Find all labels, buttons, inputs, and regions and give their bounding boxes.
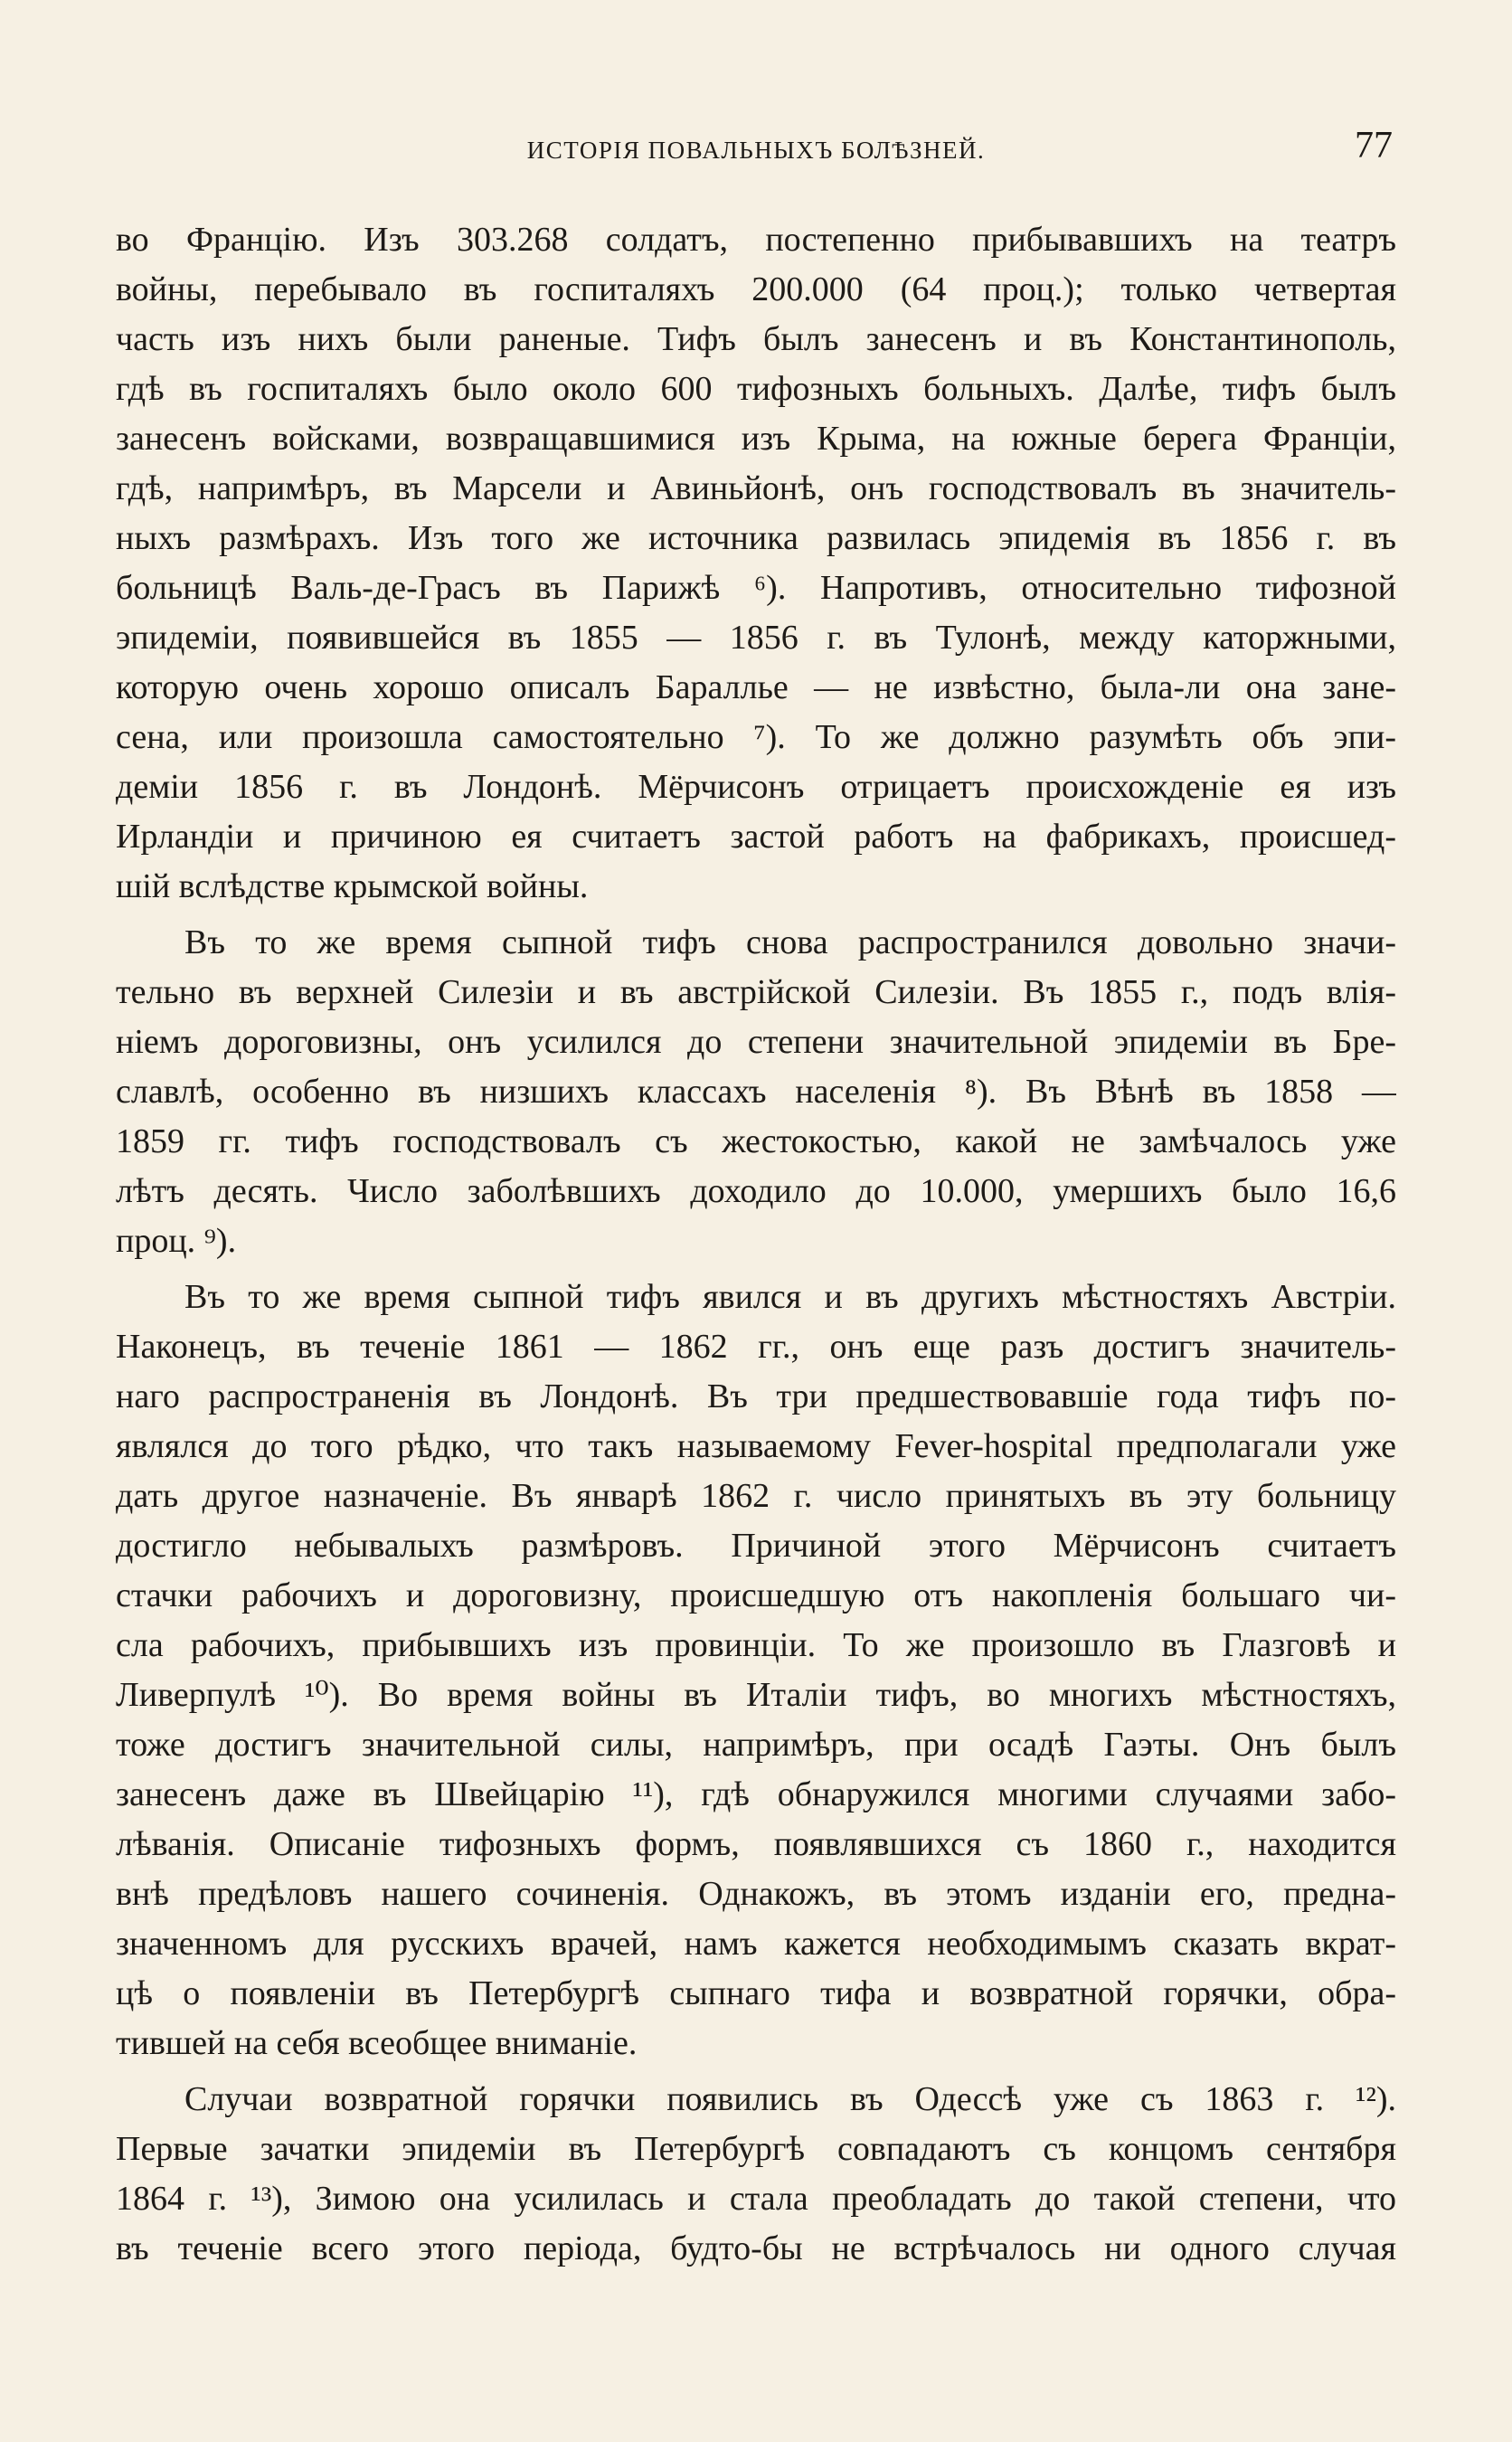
running-title: ИСТОРІЯ ПОВАЛЬНЫХЪ БОЛѢЗНЕЙ. <box>526 137 986 164</box>
text-line: лѣтъ десять. Число заболѣвшихъ доходило до 10.000, умершихъ было 16,6 <box>116 1172 1396 1210</box>
text-line: часть изъ нихъ были раненые. Тифъ былъ занесенъ и въ Константинополь, <box>116 320 1396 358</box>
text-line: Первые зачатки эпидеміи въ Петербургѣ совпадаютъ съ концомъ сентября <box>116 2130 1396 2168</box>
text-line: войны, перебывало въ госпиталяхъ 200.000 (64 проц.); только четвертая <box>116 270 1396 308</box>
text-line: тельно въ верхней Силезіи и въ австрійской Силезіи. Въ 1855 г., подъ влія- <box>116 973 1396 1011</box>
text-line: ніемъ дороговизны, онъ усилился до степени значительной эпидеміи въ Бре- <box>116 1023 1396 1061</box>
paragraph-gap <box>116 1266 1396 1273</box>
text-line: Въ то же время сыпной тифъ явился и въ другихъ мѣстностяхъ Австріи. <box>184 1278 1396 1316</box>
text-line: внѣ предѣловъ нашего сочиненія. Однакожъ, въ этомъ изданіи его, предна- <box>116 1875 1396 1913</box>
text-line: 1864 г. ¹³), Зимою она усилилась и стала преобладать до такой степени, что <box>116 2180 1396 2218</box>
text-line: достигло небывалыхъ размѣровъ. Причиной этого Мёрчисонъ считаетъ <box>116 1527 1396 1565</box>
text-line: Ливерпулѣ ¹⁰). Во время войны въ Италіи тифъ, во многихъ мѣстностяхъ, <box>116 1676 1396 1714</box>
text-line: въ теченіе всего этого періода, будто-бы не встрѣчалось ни одного случая <box>116 2229 1396 2267</box>
text-line: деміи 1856 г. въ Лондонѣ. Мёрчисонъ отрицаетъ происхожденіе ея изъ <box>116 768 1396 806</box>
paragraph-gap <box>116 912 1396 918</box>
paragraph <box>116 918 1396 1266</box>
text-line: Случаи возвратной горячки появились въ Одессѣ уже съ 1863 г. ¹²). <box>184 2080 1396 2118</box>
text-line: шій вслѣдстве крымской войны. <box>116 867 589 905</box>
body-text <box>116 215 1396 2274</box>
text-line: во Францію. Изъ 303.268 солдатъ, постепенно прибывавшихъ на театръ <box>116 221 1396 259</box>
text-line: Наконецъ, въ теченіе 1861 — 1862 гг., онъ еще разъ достигъ значитель- <box>116 1328 1396 1366</box>
text-line: цѣ о появленіи въ Петербургѣ сыпнаго тифа и возвратной горячки, обра- <box>116 1974 1396 2012</box>
text-line: Ирландіи и причиною ея считаетъ застой работъ на фабрикахъ, происшед- <box>116 818 1396 856</box>
text-line: сла рабочихъ, прибывшихъ изъ провинціи. То же произошло въ Глазговѣ и <box>116 1626 1396 1664</box>
text-line: являлся до того рѣдко, что такъ называемому Fever-hospital предполагали уже <box>116 1427 1396 1465</box>
text-line: которую очень хорошо описалъ Бараллье — не извѣстно, была-ли она зане- <box>116 668 1396 706</box>
paragraph <box>116 215 1396 912</box>
paragraph <box>116 1273 1396 2068</box>
text-line: тоже достигъ значительной силы, напримѣръ, при осадѣ Гаэты. Онъ былъ <box>116 1726 1396 1764</box>
text-line: проц. ⁹). <box>116 1222 237 1260</box>
text-line: славлѣ, особенно въ низшихъ классахъ населенія ⁸). Въ Вѣнѣ въ 1858 — <box>116 1073 1396 1111</box>
paragraph <box>116 2075 1396 2274</box>
text-line: сена, или произошла самостоятельно ⁷). То же должно разумѣть объ эпи- <box>116 718 1396 756</box>
text-line: 1859 гг. тифъ господствовалъ съ жестокостью, какой не замѣчалось уже <box>116 1122 1396 1160</box>
text-line: занесенъ войсками, возвращавшимися изъ Крыма, на южные берега Франціи, <box>116 420 1396 458</box>
text-line: гдѣ въ госпиталяхъ было около 600 тифозныхъ больныхъ. Далѣе, тифъ былъ <box>116 370 1396 408</box>
text-line: значенномъ для русскихъ врачей, намъ кажется необходимымъ сказать вкрат- <box>116 1925 1396 1963</box>
text-line: наго распространенія въ Лондонѣ. Въ три предшествовавшіе года тифъ по- <box>116 1377 1396 1415</box>
text-line: лѣванія. Описаніе тифозныхъ формъ, появлявшихся съ 1860 г., находится <box>116 1825 1396 1863</box>
text-line: занесенъ даже въ Швейцарію ¹¹), гдѣ обнаружился многими случаями забо- <box>116 1775 1396 1813</box>
text-line: гдѣ, напримѣръ, въ Марсели и Авиньйонѣ, онъ господствовалъ въ значитель- <box>116 469 1396 507</box>
text-line: стачки рабочихъ и дороговизну, происшедшую отъ накопленія большаго чи- <box>116 1576 1396 1614</box>
page-number: 77 <box>1355 125 1393 166</box>
text-line: эпидеміи, появившейся въ 1855 — 1856 г. въ Тулонѣ, между каторжными, <box>116 619 1396 657</box>
paragraph-gap <box>116 2068 1396 2075</box>
text-line: дать другое назначеніе. Въ январѣ 1862 г. число принятыхъ въ эту больницу <box>116 1477 1396 1515</box>
page-header <box>116 125 1396 176</box>
text-line: Въ то же время сыпной тифъ снова распространился довольно значи- <box>184 923 1396 961</box>
text-line: больницѣ Валь-де-Грасъ въ Парижѣ ⁶). Напротивъ, относительно тифозной <box>116 569 1396 607</box>
text-line: тившей на себя всеобщее вниманіе. <box>116 2024 638 2062</box>
text-line: ныхъ размѣрахъ. Изъ того же источника развилась эпидемія въ 1856 г. въ <box>116 519 1396 557</box>
